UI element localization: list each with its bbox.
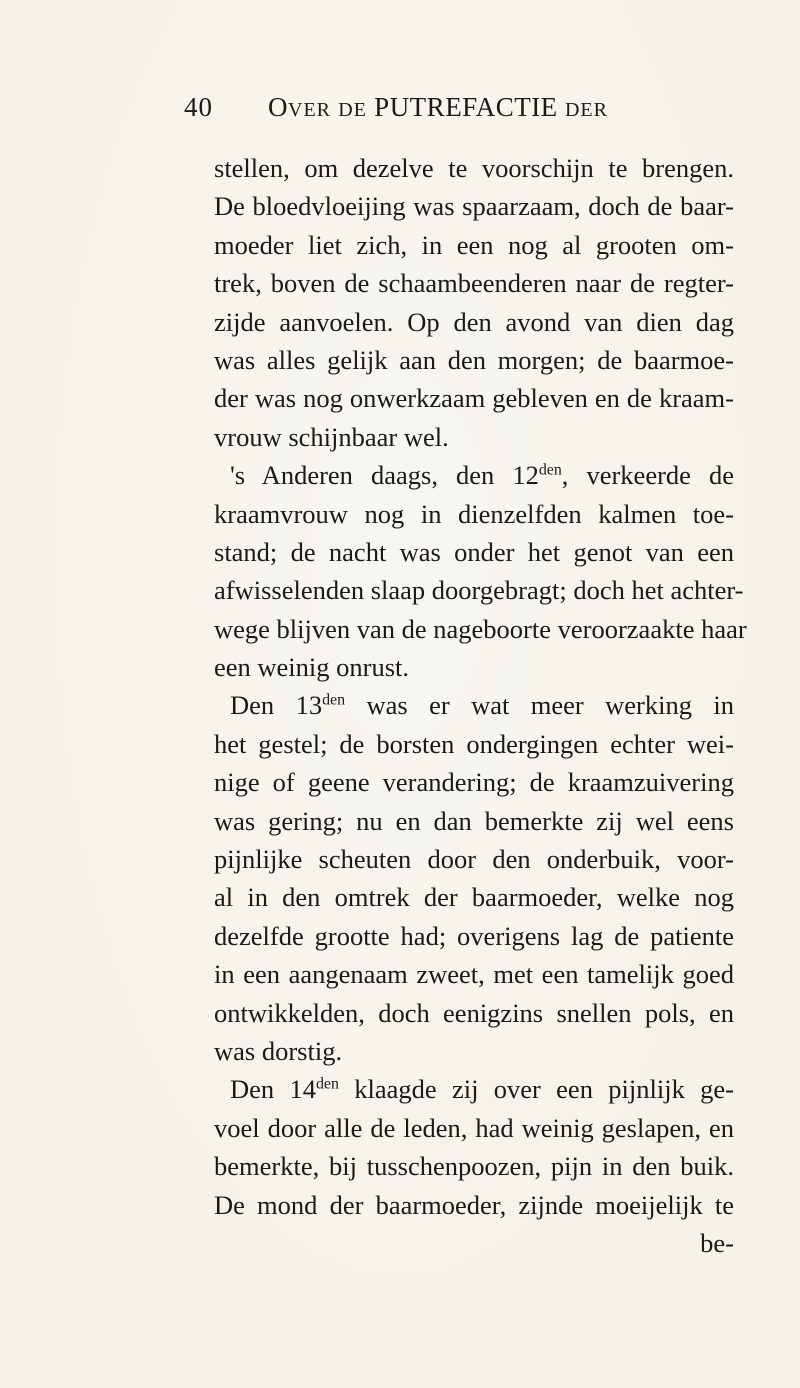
running-title [268,92,608,123]
title-initial: O [268,92,288,122]
line-text: Den 13 [230,690,323,721]
text-line: nige of geene verandering; de kraamzuivering [214,767,734,798]
line-text: was er wat meer werking in [345,690,734,721]
text-line: wege blijven van de nageboorte veroorzaakte haar [214,613,747,644]
text-line: afwisselenden slaap doorgebragt; doch het achter- [214,575,744,606]
text-line: voel door alle de leden, had weinig geslapen, en [214,1112,734,1143]
text-line [214,686,734,724]
title-word-2: DE [338,99,367,121]
text-line: pijnlijke scheuten door den onderbuik, voor- [214,844,734,875]
title-word-1-rest: VER [288,99,331,121]
text-line: trek, boven de schaambeenderen naar de regter- [214,268,734,299]
text-line: was dorstig. [214,1035,343,1066]
title-word-4: DER [564,99,608,121]
body-text [214,149,747,1262]
text-line: zijde aanvoelen. Op den avond van dien dag [214,306,734,337]
text-line: De bloedvloeijing was spaarzaam, doch de baar- [214,191,734,222]
text-line: al in den omtrek der baarmoeder, welke nog [214,882,734,913]
text-line: was gering; nu en dan bemerkte zij wel eens [214,805,734,836]
line-text: 's Anderen daags, den 12 [230,460,539,491]
running-header [184,92,684,132]
title-word-3: PUTREFACTIE [374,92,558,122]
catchword: be- [700,1227,734,1258]
line-text: klaagde zij over een pijnlijk ge- [338,1074,734,1105]
text-line: was alles gelijk aan den morgen; de baarmoe- [214,344,734,375]
text-line [214,456,734,494]
text-line: ontwikkelden, doch eenigzins snellen pols, en [214,997,734,1028]
text-line: stellen, om dezelve te voorschijn te brengen. [214,153,734,183]
text-line: kraamvrouw nog in dienzelfden kalmen toe- [214,498,734,529]
ordinal-suffix: den [322,691,346,709]
text-line: vrouw schijnbaar wel. [214,421,449,452]
text-line: bemerkte, bij tusschenpoozen, pijn in den buik. [214,1151,734,1182]
text-line: stand; de nacht was onder het genot van een [214,536,734,567]
text-line: een weinig onrust. [214,652,410,683]
text-line: De mond der baarmoeder, zijnde moeijelijk te [214,1189,734,1220]
ordinal-suffix: den [538,461,562,479]
text-line: in een aangenaam zweet, met een tamelijk goed [214,959,734,990]
ordinal-suffix: den [315,1075,339,1093]
text-line: der was nog onwerkzaam gebleven en de kraam- [214,383,734,414]
text-line: moeder liet zich, in een nog al grooten om- [214,229,734,260]
page-number: 40 [184,92,213,122]
line-text: , verkeerde de [561,460,734,491]
text-line [214,1070,734,1108]
line-text: Den 14 [230,1074,316,1105]
text-line: dezelfde grootte had; overigens lag de patiente [214,920,734,951]
text-line: het gestel; de borsten ondergingen echter wei- [214,728,734,759]
